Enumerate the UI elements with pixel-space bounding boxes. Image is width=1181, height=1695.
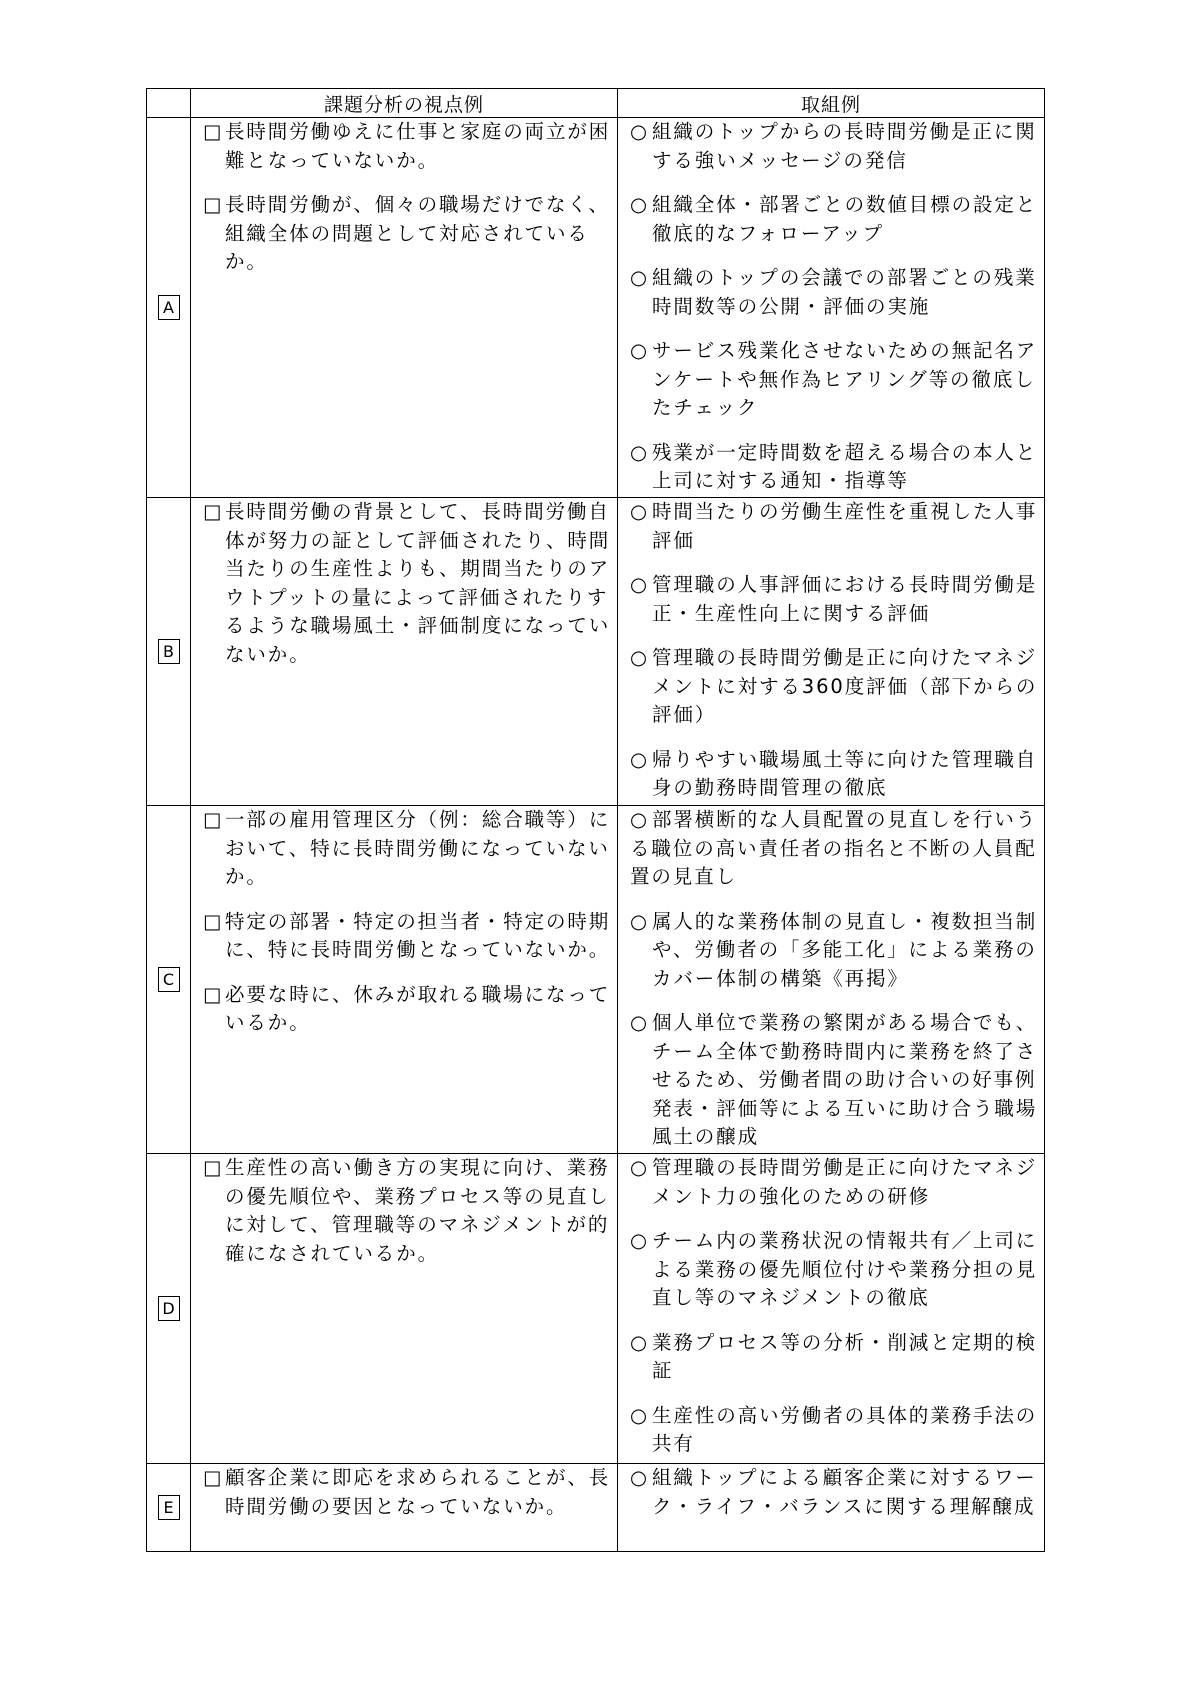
circle-bullet-icon: ○ <box>630 1466 649 1489</box>
circle-bullet-icon: ○ <box>630 1330 649 1354</box>
action-item <box>618 746 1044 803</box>
row-label-cell <box>147 1464 191 1552</box>
action-item <box>618 1154 1044 1211</box>
circle-bullet-icon: ○ <box>630 747 649 771</box>
analysis-item <box>191 498 617 669</box>
analysis-item <box>191 118 617 175</box>
action-item <box>618 644 1044 730</box>
analysis-cell <box>191 118 618 498</box>
actions-cell <box>618 498 1045 806</box>
analysis-cell <box>191 498 618 806</box>
checkbox-icon: □ <box>203 982 224 1006</box>
checkbox-icon: □ <box>203 120 224 143</box>
action-text: 帰りやすい職場風土等に向けた管理職自身の勤務時間管理の徹底 <box>652 747 1038 799</box>
analysis-text: 一部の雇用管理区分（例：総合職等）において、特に長時間労働になっていないか。 <box>225 808 611 888</box>
row-label: D <box>158 1296 180 1321</box>
analysis-item <box>191 908 617 965</box>
analysis-item <box>191 1154 617 1268</box>
analysis-cell <box>191 1464 618 1552</box>
row-label-cell <box>147 498 191 806</box>
circle-bullet-icon: ○ <box>630 1229 649 1252</box>
action-text: 業務プロセス等の分析・削減と定期的検証 <box>652 1330 1038 1382</box>
table-row-d <box>147 1154 1045 1464</box>
circle-bullet-icon: ○ <box>630 909 649 933</box>
action-item <box>618 806 1044 892</box>
header-corner-cell <box>147 89 191 118</box>
action-text: サービス残業化させないための無記名アンケートや無作為ヒアリング等の徹底したチェック <box>652 339 1038 419</box>
row-label-cell <box>147 1154 191 1464</box>
circle-bullet-icon: ○ <box>630 193 649 216</box>
action-item <box>618 439 1044 496</box>
row-label: E <box>158 1495 180 1520</box>
circle-bullet-icon: ○ <box>630 808 649 831</box>
checkbox-icon: □ <box>203 808 224 831</box>
circle-bullet-icon: ○ <box>630 646 649 669</box>
action-item <box>618 264 1044 321</box>
analysis-table <box>146 88 1045 1552</box>
analysis-item <box>191 981 617 1038</box>
action-text: 組織全体・部署ごとの数値目標の設定と徹底的なフォローアップ <box>652 193 1038 245</box>
action-text: 属人的な業務体制の見直し・複数担当制や、労働者の「多能工化」による業務のカバー体制の構築《再掲》 <box>652 909 1038 990</box>
checkbox-icon: □ <box>203 193 224 216</box>
row-label: B <box>158 639 180 664</box>
action-item <box>618 118 1044 175</box>
table-header-row <box>147 89 1045 118</box>
circle-bullet-icon: ○ <box>630 500 649 523</box>
analysis-cell <box>191 1154 618 1464</box>
circle-bullet-icon: ○ <box>630 339 649 362</box>
action-item <box>618 1009 1044 1152</box>
checkbox-icon: □ <box>203 909 224 933</box>
row-label-cell <box>147 118 191 498</box>
analysis-text: 長時間労働の背景として、長時間労働自体が努力の証として評価されたり、時間当たりの生産性よりも、期間当たりのアウトプットの量によって評価されたりするような職場風土・評価制度になっていないか。 <box>225 500 611 666</box>
circle-bullet-icon: ○ <box>630 1156 649 1179</box>
action-text: 生産性の高い労働者の具体的業務手法の共有 <box>652 1403 1038 1455</box>
analysis-text: 必要な時に、休みが取れる職場になっているか。 <box>225 982 611 1034</box>
action-item <box>618 1464 1044 1521</box>
analysis-cell <box>191 806 618 1154</box>
action-text: チーム内の業務状況の情報共有／上司による業務の優先順位付けや業務分担の見直し等のマネジメントの徹底 <box>652 1229 1038 1309</box>
checkbox-icon: □ <box>203 1466 224 1489</box>
action-text: 残業が一定時間数を超える場合の本人と上司に対する通知・指導等 <box>652 440 1038 492</box>
circle-bullet-icon: ○ <box>630 1403 649 1427</box>
circle-bullet-icon: ○ <box>630 1011 649 1034</box>
analysis-text: 特定の部署・特定の担当者・特定の時期に、特に長時間労働となっていないか。 <box>225 909 611 961</box>
table-row-b <box>147 498 1045 806</box>
header-actions: 取組例 <box>618 89 1045 118</box>
analysis-item <box>191 191 617 277</box>
action-text: 組織のトップからの長時間労働是正に関する強いメッセージの発信 <box>652 120 1037 172</box>
action-text: 管理職の長時間労働是正に向けたマネジメントに対する360度評価（部下からの評価） <box>652 646 1038 726</box>
action-text: 組織トップによる顧客企業に対するワーク・ライフ・バランスに関する理解醸成 <box>652 1466 1037 1518</box>
action-item <box>618 498 1044 555</box>
action-item <box>618 908 1044 994</box>
action-item <box>618 191 1044 248</box>
circle-bullet-icon: ○ <box>630 440 649 464</box>
action-item <box>618 571 1044 628</box>
analysis-text: 長時間労働ゆえに仕事と家庭の両立が困難となっていないか。 <box>225 120 611 172</box>
header-analysis: 課題分析の視点例 <box>191 89 618 118</box>
table-row-a <box>147 118 1045 498</box>
row-label: C <box>158 967 180 992</box>
analysis-text: 顧客企業に即応を求められることが、長時間労働の要因となっていないか。 <box>225 1466 611 1518</box>
actions-cell <box>618 806 1045 1154</box>
analysis-text: 生産性の高い働き方の実現に向け、業務の優先順位や、業務プロセス等の見直しに対して、管理職等のマネジメントが的確になされているか。 <box>225 1156 610 1265</box>
action-text: 時間当たりの労働生産性を重視した人事評価 <box>652 500 1038 552</box>
analysis-item <box>191 1464 617 1521</box>
action-item <box>618 337 1044 423</box>
table-row-c <box>147 806 1045 1154</box>
table-row-e <box>147 1464 1045 1552</box>
action-text: 管理職の長時間労働是正に向けたマネジメント力の強化のための研修 <box>652 1156 1038 1208</box>
action-text: 管理職の人事評価における長時間労働是正・生産性向上に関する評価 <box>652 573 1038 625</box>
action-item <box>618 1402 1044 1459</box>
action-item <box>618 1329 1044 1386</box>
actions-cell <box>618 1464 1045 1552</box>
row-label-cell <box>147 806 191 1154</box>
circle-bullet-icon: ○ <box>630 573 649 596</box>
action-text: 部署横断的な人員配置の見直しを行いうる職位の高い責任者の指名と不断の人員配置の見直し <box>630 808 1038 888</box>
analysis-item <box>191 806 617 892</box>
checkbox-icon: □ <box>203 1156 224 1179</box>
actions-cell <box>618 1154 1045 1464</box>
action-text: 個人単位で業務の繁閑がある場合でも、チーム全体で勤務時間内に業務を終了させるため、労働者間の助け合いの好事例発表・評価等による互いに助け合う職場風土の醸成 <box>652 1011 1038 1148</box>
action-text: 組織のトップの会議での部署ごとの残業時間数等の公開・評価の実施 <box>652 266 1037 318</box>
circle-bullet-icon: ○ <box>630 266 649 289</box>
analysis-text: 長時間労働が、個々の職場だけでなく、組織全体の問題として対応されているか。 <box>225 193 610 273</box>
checkbox-icon: □ <box>203 500 224 523</box>
circle-bullet-icon: ○ <box>630 120 649 143</box>
action-item <box>618 1227 1044 1313</box>
row-label: A <box>158 295 180 320</box>
actions-cell <box>618 118 1045 498</box>
